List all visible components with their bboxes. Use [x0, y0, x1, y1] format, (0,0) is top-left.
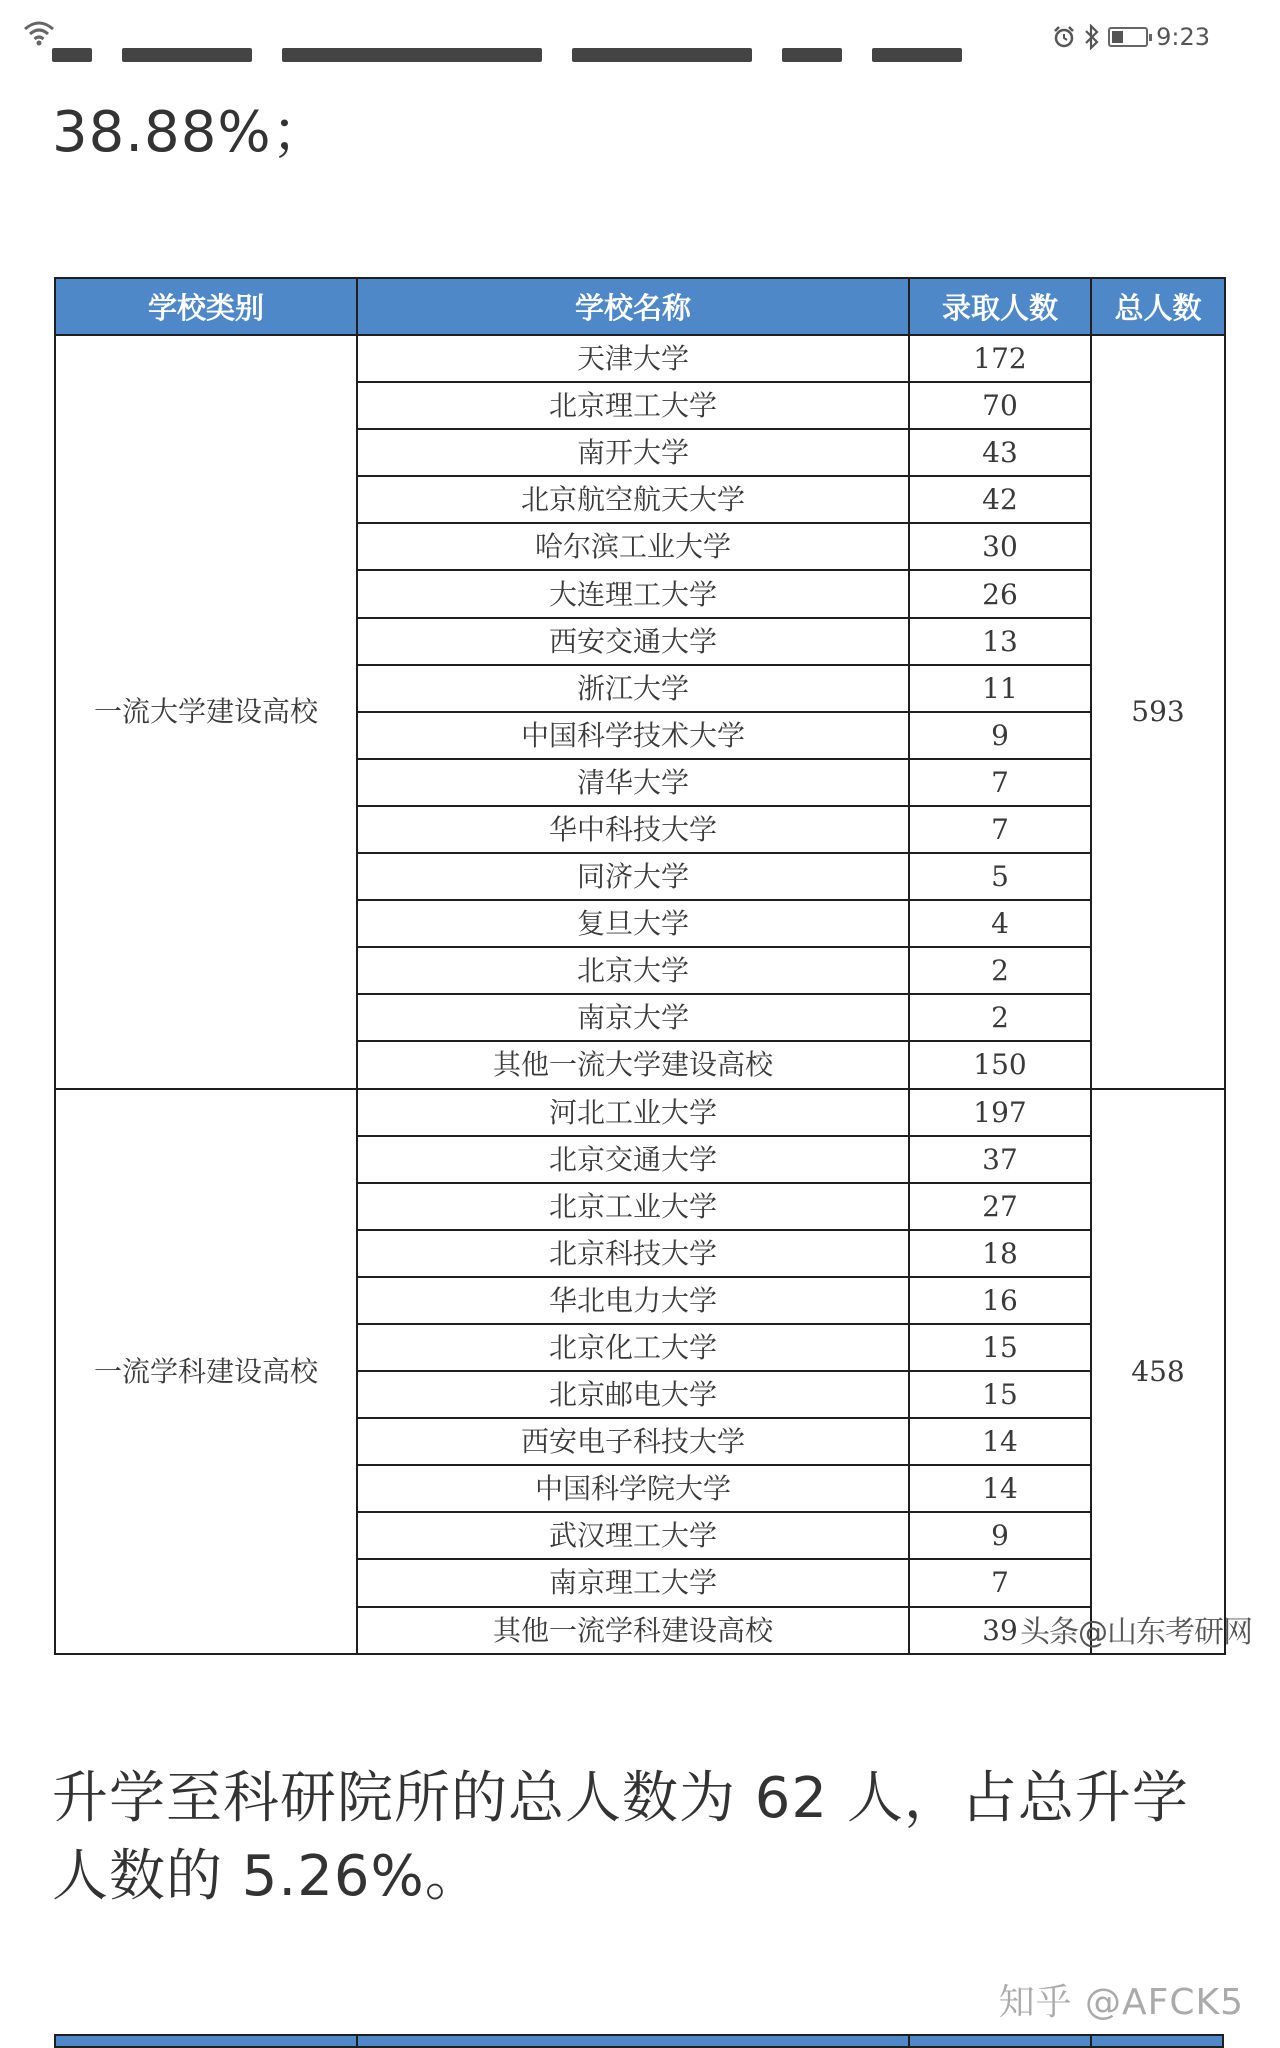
admitted-count-cell: 42 [909, 476, 1091, 523]
school-name-cell: 华中科技大学 [357, 806, 909, 853]
admitted-count-cell: 13 [909, 618, 1091, 665]
school-name-cell: 北京科技大学 [357, 1230, 909, 1277]
admitted-count-cell: 7 [909, 759, 1091, 806]
admitted-count-cell: 18 [909, 1230, 1091, 1277]
table-row [55, 1089, 1225, 1136]
admitted-count-cell: 11 [909, 665, 1091, 712]
school-name-cell: 北京大学 [357, 947, 909, 994]
school-name-cell: 天津大学 [357, 335, 909, 382]
status-time: 9:23 [1156, 23, 1210, 51]
school-name-cell: 北京工业大学 [357, 1183, 909, 1230]
admitted-count-cell: 2 [909, 994, 1091, 1041]
zhihu-watermark: 知乎 @AFCK5 [998, 1982, 1244, 2023]
admitted-count-cell: 14 [909, 1465, 1091, 1512]
header-admitted-count: 录取人数 [909, 278, 1091, 335]
admitted-count-cell: 150 [909, 1041, 1091, 1088]
school-name-cell: 其他一流学科建设高校 [357, 1607, 909, 1654]
admitted-count-cell: 30 [909, 523, 1091, 570]
admitted-count-cell: 26 [909, 570, 1091, 617]
admitted-count-cell: 5 [909, 853, 1091, 900]
school-name-cell: 清华大学 [357, 759, 909, 806]
school-name-cell: 哈尔滨工业大学 [357, 523, 909, 570]
school-name-cell: 北京化工大学 [357, 1324, 909, 1371]
admitted-count-cell: 15 [909, 1371, 1091, 1418]
table-header-row [55, 278, 1225, 335]
admitted-count-cell: 15 [909, 1324, 1091, 1371]
table-row [55, 335, 1225, 382]
category-cell: 一流学科建设高校 [55, 1089, 357, 1654]
lead-text: 38.88%； [52, 100, 329, 165]
school-name-cell: 华北电力大学 [357, 1277, 909, 1324]
school-name-cell: 北京邮电大学 [357, 1371, 909, 1418]
admitted-count-cell: 2 [909, 947, 1091, 994]
school-name-cell: 中国科学院大学 [357, 1465, 909, 1512]
admitted-count-cell: 197 [909, 1089, 1091, 1136]
battery-icon [1108, 27, 1148, 47]
cut-off-text-line [52, 44, 1102, 64]
school-name-cell: 复旦大学 [357, 900, 909, 947]
admitted-count-cell: 16 [909, 1277, 1091, 1324]
school-name-cell: 中国科学技术大学 [357, 712, 909, 759]
school-name-cell: 南京大学 [357, 994, 909, 1041]
school-name-cell: 武汉理工大学 [357, 1512, 909, 1559]
admitted-count-cell: 14 [909, 1418, 1091, 1465]
header-category: 学校类别 [55, 278, 357, 335]
school-name-cell: 北京交通大学 [357, 1136, 909, 1183]
school-name-cell: 北京理工大学 [357, 382, 909, 429]
admitted-count-cell: 43 [909, 429, 1091, 476]
school-name-cell: 其他一流大学建设高校 [357, 1041, 909, 1088]
category-cell: 一流大学建设高校 [55, 335, 357, 1089]
paragraph-text: 升学至科研院所的总人数为 62 人，占总升学人数的 5.26%。 [52, 1766, 1189, 1909]
header-school-name: 学校名称 [357, 278, 909, 335]
wifi-icon [22, 18, 56, 48]
admitted-count-cell: 70 [909, 382, 1091, 429]
admission-table-container [54, 277, 1252, 1655]
admitted-count-cell: 39 头条@山东考研网 [909, 1607, 1091, 1654]
admission-table [54, 277, 1252, 1655]
admitted-count-cell: 4 [909, 900, 1091, 947]
admitted-count-cell: 7 [909, 806, 1091, 853]
admitted-count-cell: 37 [909, 1136, 1091, 1183]
table-watermark: 头条@山东考研网 [1020, 1614, 1252, 1650]
header-total: 总人数 [1091, 278, 1225, 335]
school-name-cell: 北京航空航天大学 [357, 476, 909, 523]
next-table-header-partial [54, 2034, 1224, 2048]
admitted-count-cell: 7 [909, 1559, 1091, 1606]
school-name-cell: 同济大学 [357, 853, 909, 900]
admitted-count-cell: 27 [909, 1183, 1091, 1230]
group-total-cell: 458 [1091, 1089, 1225, 1654]
school-name-cell: 西安交通大学 [357, 618, 909, 665]
admitted-count-cell: 9 [909, 1512, 1091, 1559]
group-total-cell: 593 [1091, 335, 1225, 1089]
admitted-count-cell: 9 [909, 712, 1091, 759]
school-name-cell: 西安电子科技大学 [357, 1418, 909, 1465]
admitted-count-cell: 172 [909, 335, 1091, 382]
school-name-cell: 南开大学 [357, 429, 909, 476]
school-name-cell: 南京理工大学 [357, 1559, 909, 1606]
school-name-cell: 大连理工大学 [357, 570, 909, 617]
school-name-cell: 浙江大学 [357, 665, 909, 712]
school-name-cell: 河北工业大学 [357, 1089, 909, 1136]
